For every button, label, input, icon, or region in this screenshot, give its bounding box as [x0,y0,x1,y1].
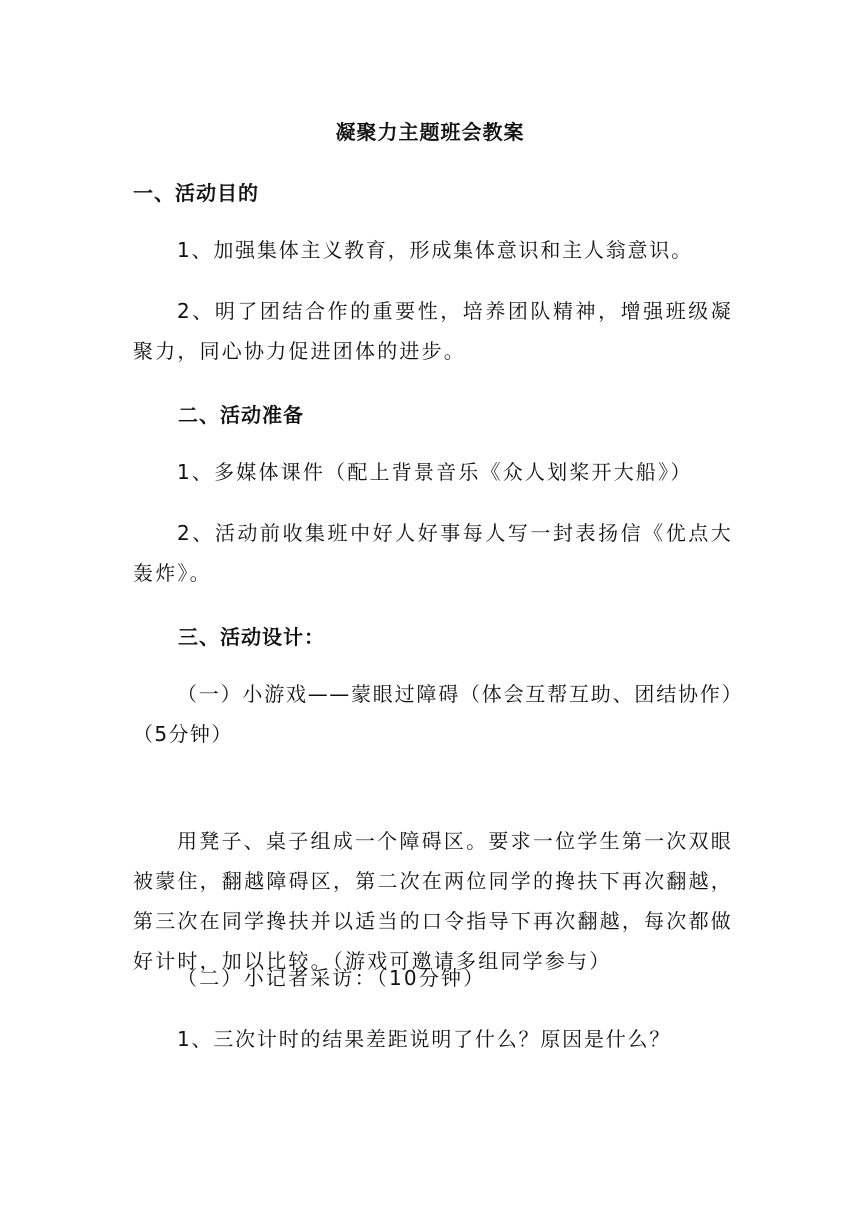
goal-item-1: 1、加强集体主义教育，形成集体意识和主人翁意识。 [177,238,693,262]
design-part2-heading: （二）小记者采访：（10分钟） [177,966,486,990]
goal-item-2: 2、明了团结合作的重要性，培养团队精神，增强班级凝聚力，同心协力促进团体的进步。 [133,299,733,363]
document-title: 凝聚力主题班会教案 [335,120,525,144]
prep-item-1: 1、多媒体课件（配上背景音乐《众人划桨开大船》） [177,460,693,484]
design-part1-text: 用凳子、桌子组成一个障碍区。要求一位学生第一次双眼被蒙住，翻越障碍区，第二次在两位同学的搀扶下再次翻越，第三次在同学搀扶并以适当的口令指导下再次翻越，每次都做好计时，加以比较。（游戏可邀请多组同学参与） [133,829,733,973]
section-heading-preparation: 二、活动准备 [178,403,304,427]
design-part1-heading: （一）小游戏——蒙眼过障碍（体会互帮互助、团结协作）（5分钟） [133,682,733,746]
design-part2-question-1: 1、三次计时的结果差距说明了什么？原因是什么？ [177,1027,672,1051]
section-heading-goals: 一、活动目的 [133,181,259,205]
section-heading-design: 三、活动设计： [178,625,325,649]
prep-item-2: 2、活动前收集班中好人好事每人写一封表扬信《优点大轰炸》。 [133,521,733,585]
